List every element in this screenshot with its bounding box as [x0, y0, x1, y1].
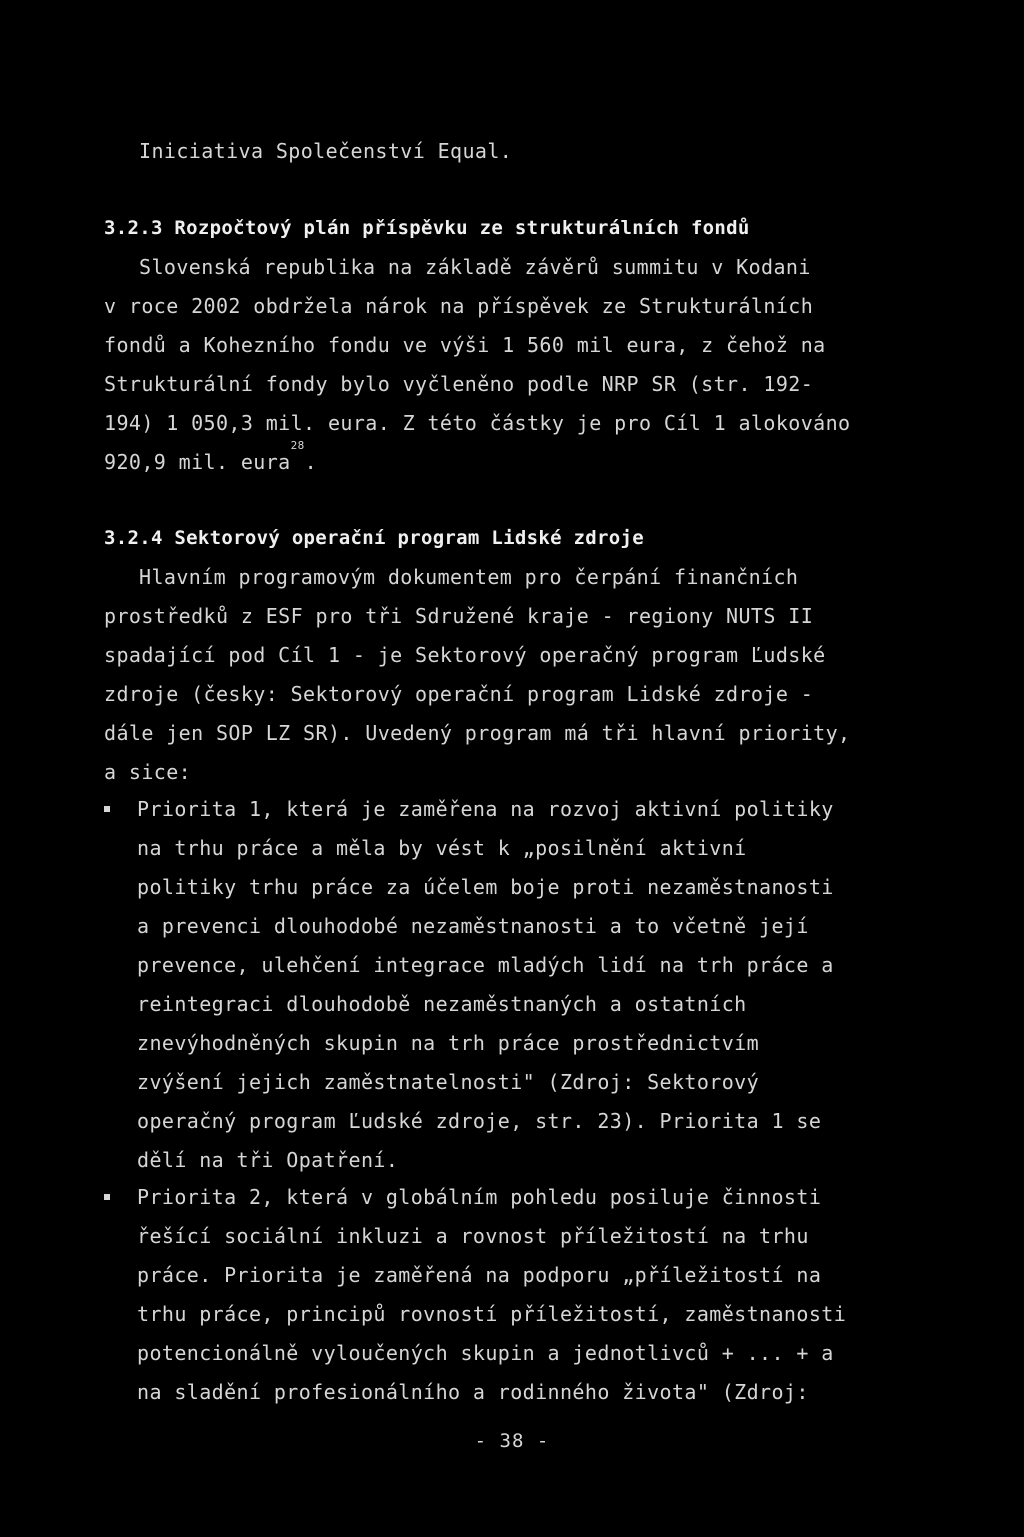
bullet-square-icon — [104, 1194, 110, 1200]
bullet-square-icon — [104, 806, 110, 812]
bullet-line: prevence, ulehčení integrace mladých lidí na trh práce a — [137, 953, 834, 977]
bullet-line: práce. Priorita je zaměřená na podporu „příležitostí na — [137, 1263, 822, 1287]
page-number: - 38 - — [474, 1430, 550, 1452]
paragraph-line: fondů a Kohezního fondu ve výši 1 560 mil eura, z čehož na — [104, 333, 826, 357]
section-heading-323: 3.2.3 Rozpočtový plán příspěvku ze strukturálních fondů — [104, 217, 750, 239]
last-line-text: 920,9 mil. eura — [104, 450, 291, 474]
bullet-line: dělí na tři Opatření. — [137, 1148, 399, 1172]
bullet-line: politiky trhu práce za účelem boje proti nezaměstnanosti — [137, 875, 834, 899]
paragraph-line: Strukturální fondy bylo vyčleněno podle NRP SR (str. 192- — [104, 372, 814, 396]
bullet-line: na trhu práce a měla by vést k „posilnění aktivní — [137, 836, 747, 860]
bullet-line: operačný program Ľudské zdroje, str. 23). Priorita 1 se — [137, 1109, 822, 1133]
paragraph-line: a sice: — [104, 760, 192, 784]
bullet-line: Priorita 2, která v globálním pohledu posiluje činnosti — [137, 1185, 822, 1209]
intro-tail: Iniciativa Společenství Equal. — [139, 139, 513, 163]
bullet-line: a prevenci dlouhodobé nezaměstnanosti a to včetně její — [137, 914, 809, 938]
bullet-line: znevýhodněných skupin na trh práce prostřednictvím — [137, 1031, 760, 1055]
paragraph-line: zdroje (česky: Sektorový operační program Lidské zdroje - — [104, 682, 814, 706]
paragraph-last-line — [104, 439, 318, 474]
paragraph-line: Hlavním programovým dokumentem pro čerpání finančních — [139, 565, 799, 589]
last-line-end: . — [304, 450, 318, 474]
footnote-reference: 28 — [290, 439, 305, 452]
paragraph-line: 194) 1 050,3 mil. eura. Z této částky je pro Cíl 1 alokováno — [104, 411, 851, 435]
paragraph-line: dále jen SOP LZ SR). Uvedený program má tři hlavní priority, — [104, 721, 851, 745]
bullet-line: potencionálně vyloučených skupin a jednotlivců + ... + a — [137, 1341, 834, 1365]
paragraph-line: Slovenská republika na základě závěrů summitu v Kodani — [139, 255, 811, 279]
bullet-line: Priorita 1, která je zaměřena na rozvoj aktivní politiky — [137, 797, 834, 821]
bullet-line: řešící sociální inkluzi a rovnost příležitostí na trhu — [137, 1224, 809, 1248]
bullet-line: na sladění profesionálního a rodinného života" (Zdroj: — [137, 1380, 809, 1404]
bullet-line: trhu práce, principů rovností příležitostí, zaměstnanosti — [137, 1302, 847, 1326]
paragraph-line: v roce 2002 obdržela nárok na příspěvek ze Strukturálních — [104, 294, 814, 318]
paragraph-line: spadající pod Cíl 1 - je Sektorový operačný program Ľudské — [104, 643, 826, 667]
bullet-line: reintegraci dlouhodobě nezaměstnaných a ostatních — [137, 992, 747, 1016]
section-heading-324: 3.2.4 Sektorový operační program Lidské zdroje — [104, 527, 644, 549]
paragraph-line: prostředků z ESF pro tři Sdružené kraje - regiony NUTS II — [104, 604, 814, 628]
bullet-line: zvýšení jejich zaměstnatelnosti" (Zdroj: Sektorový — [137, 1070, 760, 1094]
